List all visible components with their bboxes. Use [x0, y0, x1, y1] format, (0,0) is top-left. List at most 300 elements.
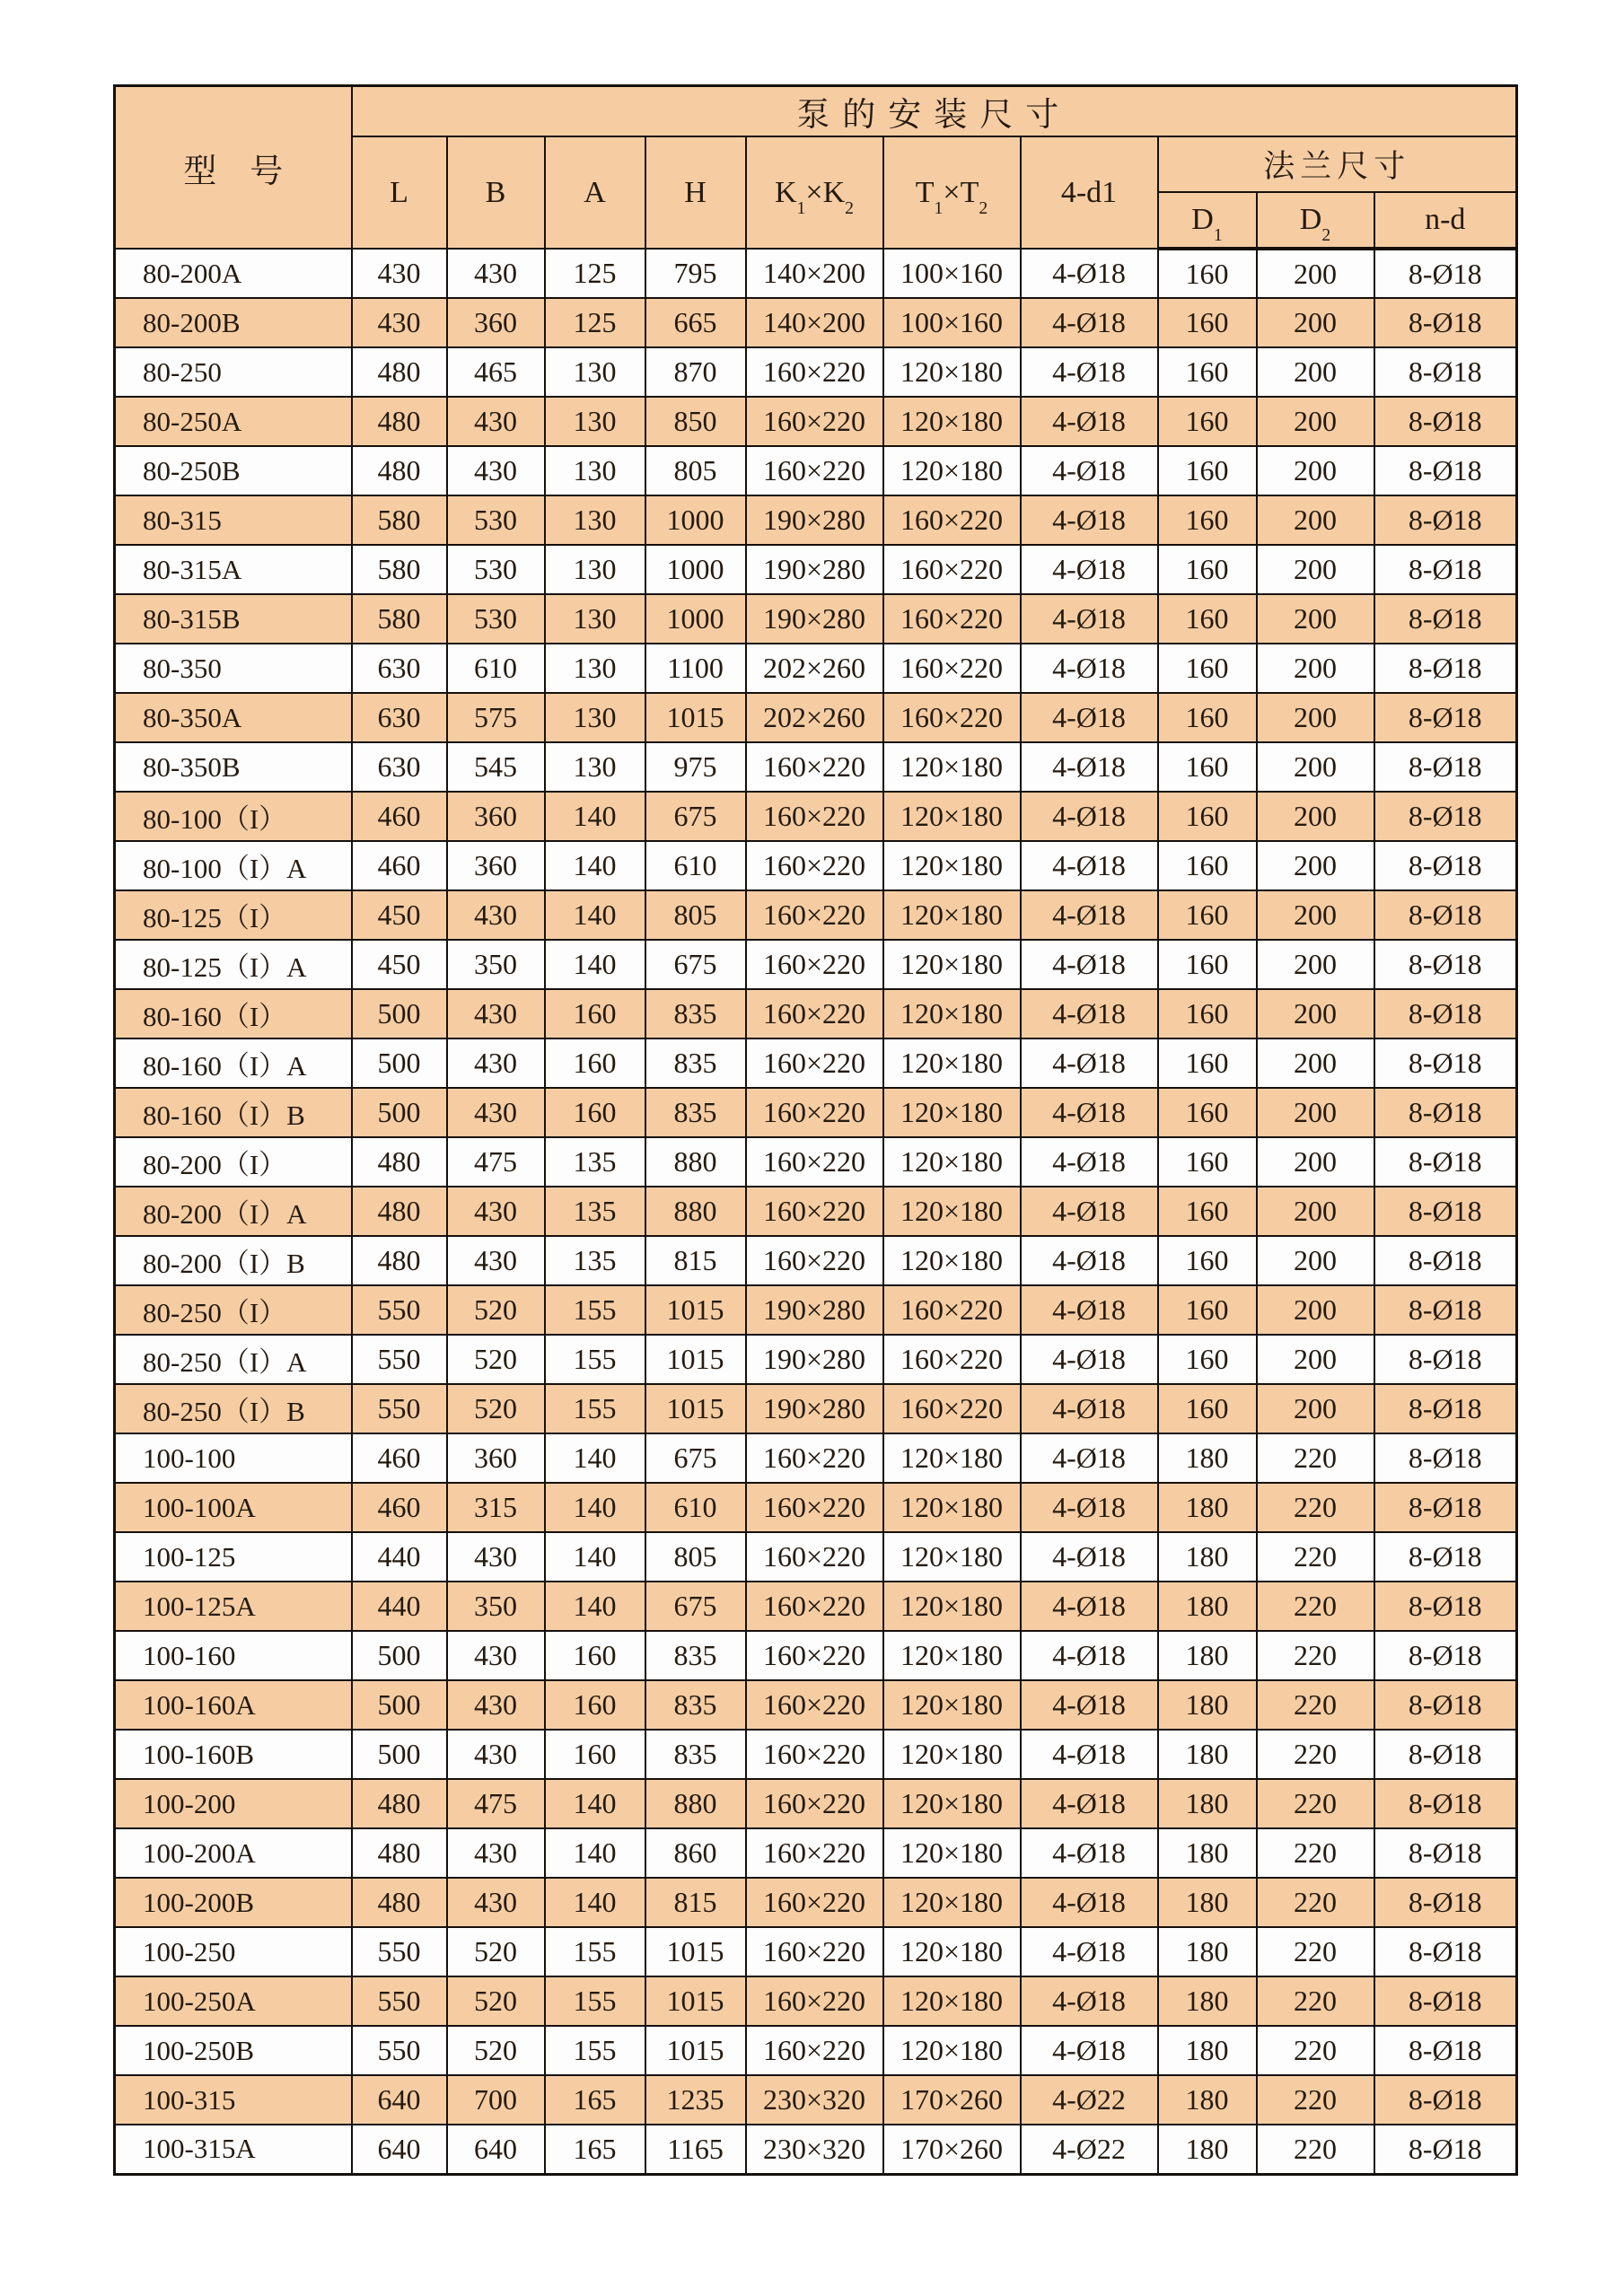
- col-header-L: L: [352, 136, 447, 249]
- nd-cell: 8-Ø18: [1374, 249, 1517, 298]
- D2-cell: 200: [1257, 693, 1374, 742]
- 4d1-cell: 4-Ø18: [1021, 2026, 1158, 2075]
- D2-cell: 200: [1257, 397, 1374, 446]
- K1xK2-cell: 160×220: [746, 1582, 883, 1631]
- H-cell: 1000: [645, 594, 746, 644]
- model-cell: 80-315: [115, 495, 352, 545]
- nd-cell: 8-Ø18: [1374, 1335, 1517, 1384]
- H-cell: 975: [645, 742, 746, 792]
- A-cell: 130: [545, 495, 645, 545]
- table-row: [115, 1532, 1517, 1582]
- T1xT2-cell: 170×260: [883, 2125, 1021, 2174]
- H-cell: 675: [645, 940, 746, 989]
- A-cell: 125: [545, 298, 645, 347]
- L-cell: 480: [352, 1878, 447, 1927]
- T1xT2-cell: 120×180: [883, 792, 1021, 841]
- K1xK2-cell: 160×220: [746, 347, 883, 397]
- B-cell: 360: [447, 298, 545, 347]
- nd-cell: 8-Ø18: [1374, 2075, 1517, 2125]
- D1-cell: 180: [1158, 2125, 1257, 2174]
- A-cell: 130: [545, 446, 645, 495]
- nd-cell: 8-Ø18: [1374, 1384, 1517, 1433]
- A-cell: 130: [545, 742, 645, 792]
- nd-cell: 8-Ø18: [1374, 1187, 1517, 1236]
- D1-cell: 160: [1158, 742, 1257, 792]
- A-cell: 155: [545, 2026, 645, 2075]
- K1xK2-cell: 160×220: [746, 1483, 883, 1532]
- L-cell: 460: [352, 1433, 447, 1483]
- table-row: [115, 1828, 1517, 1878]
- L-cell: 480: [352, 1779, 447, 1828]
- B-cell: 520: [447, 1976, 545, 2026]
- K1xK2-cell: 140×200: [746, 298, 883, 347]
- D2-cell: 220: [1257, 1631, 1374, 1680]
- col-header-D1: $D_1$: [1158, 192, 1257, 249]
- table-row: [115, 742, 1517, 792]
- D1-cell: 160: [1158, 1038, 1257, 1088]
- model-cell: 100-200B: [115, 1878, 352, 1927]
- L-cell: 630: [352, 693, 447, 742]
- B-cell: 520: [447, 2026, 545, 2075]
- D1-cell: 180: [1158, 1483, 1257, 1532]
- table-row: [115, 1483, 1517, 1532]
- H-cell: 610: [645, 1483, 746, 1532]
- 4d1-cell: 4-Ø18: [1021, 1088, 1158, 1137]
- table-row: [115, 989, 1517, 1038]
- L-cell: 500: [352, 989, 447, 1038]
- model-cell: 100-315: [115, 2075, 352, 2125]
- nd-cell: 8-Ø18: [1374, 1631, 1517, 1680]
- nd-cell: 8-Ø18: [1374, 1285, 1517, 1335]
- table-row: [115, 1730, 1517, 1779]
- nd-cell: 8-Ø18: [1374, 940, 1517, 989]
- model-cell: 80-350: [115, 644, 352, 693]
- T1xT2-cell: 120×180: [883, 446, 1021, 495]
- A-cell: 140: [545, 1779, 645, 1828]
- H-cell: 610: [645, 841, 746, 890]
- K1xK2-cell: 202×260: [746, 693, 883, 742]
- D1-cell: 160: [1158, 545, 1257, 594]
- nd-cell: 8-Ø18: [1374, 1483, 1517, 1532]
- model-cell: 80-200（I）A: [115, 1187, 352, 1236]
- D2-cell: 200: [1257, 298, 1374, 347]
- H-cell: 805: [645, 1532, 746, 1582]
- K1xK2-cell: 190×280: [746, 1285, 883, 1335]
- T1xT2-cell: 120×180: [883, 1187, 1021, 1236]
- D1-cell: 180: [1158, 1680, 1257, 1730]
- 4d1-cell: 4-Ø18: [1021, 890, 1158, 940]
- K1xK2-cell: 230×320: [746, 2075, 883, 2125]
- 4d1-cell: 4-Ø18: [1021, 1976, 1158, 2026]
- model-cell: 80-125（I）A: [115, 940, 352, 989]
- model-cell: 100-125: [115, 1532, 352, 1582]
- A-cell: 135: [545, 1137, 645, 1187]
- L-cell: 500: [352, 1631, 447, 1680]
- T1xT2-cell: 120×180: [883, 940, 1021, 989]
- T1xT2-cell: 120×180: [883, 1532, 1021, 1582]
- L-cell: 450: [352, 890, 447, 940]
- T1xT2-cell: 120×180: [883, 1433, 1021, 1483]
- B-cell: 430: [447, 1038, 545, 1088]
- 4d1-cell: 4-Ø18: [1021, 1236, 1158, 1285]
- model-cell: 80-160（I）A: [115, 1038, 352, 1088]
- col-header-4d1: 4-d1: [1021, 136, 1158, 249]
- H-cell: 675: [645, 792, 746, 841]
- H-cell: 665: [645, 298, 746, 347]
- table-row: [115, 1137, 1517, 1187]
- D1-cell: 180: [1158, 1730, 1257, 1779]
- L-cell: 640: [352, 2125, 447, 2174]
- L-cell: 500: [352, 1038, 447, 1088]
- col-header-A: A: [545, 136, 645, 249]
- model-cell: 80-350A: [115, 693, 352, 742]
- B-cell: 430: [447, 1730, 545, 1779]
- nd-cell: 8-Ø18: [1374, 2026, 1517, 2075]
- K1xK2-cell: 160×220: [746, 1433, 883, 1483]
- B-cell: 430: [447, 397, 545, 446]
- H-cell: 815: [645, 1236, 746, 1285]
- D1-cell: 160: [1158, 397, 1257, 446]
- L-cell: 480: [352, 1187, 447, 1236]
- table-row: [115, 2026, 1517, 2075]
- D2-cell: 220: [1257, 1532, 1374, 1582]
- K1xK2-cell: 160×220: [746, 2026, 883, 2075]
- K1xK2-cell: 230×320: [746, 2125, 883, 2174]
- D1-cell: 180: [1158, 1976, 1257, 2026]
- table-header: [115, 86, 1517, 250]
- A-cell: 130: [545, 545, 645, 594]
- table-row: [115, 792, 1517, 841]
- L-cell: 640: [352, 2075, 447, 2125]
- T1xT2-cell: 120×180: [883, 1976, 1021, 2026]
- D1-cell: 160: [1158, 841, 1257, 890]
- L-cell: 550: [352, 1384, 447, 1433]
- table-row: [115, 693, 1517, 742]
- 4d1-cell: 4-Ø18: [1021, 1730, 1158, 1779]
- model-cell: 80-250B: [115, 446, 352, 495]
- table-row: [115, 1088, 1517, 1137]
- K1xK2-cell: 160×220: [746, 1730, 883, 1779]
- A-cell: 155: [545, 1927, 645, 1976]
- nd-cell: 8-Ø18: [1374, 1532, 1517, 1582]
- B-cell: 430: [447, 1680, 545, 1730]
- T1xT2-cell: 120×180: [883, 989, 1021, 1038]
- B-cell: 430: [447, 1828, 545, 1878]
- D1-cell: 160: [1158, 989, 1257, 1038]
- 4d1-cell: 4-Ø22: [1021, 2125, 1158, 2174]
- L-cell: 430: [352, 249, 447, 298]
- D1-cell: 160: [1158, 347, 1257, 397]
- D1-cell: 180: [1158, 1532, 1257, 1582]
- T1xT2-cell: 120×180: [883, 2026, 1021, 2075]
- D1-cell: 160: [1158, 890, 1257, 940]
- 4d1-cell: 4-Ø18: [1021, 1532, 1158, 1582]
- nd-cell: 8-Ø18: [1374, 1038, 1517, 1088]
- D2-cell: 220: [1257, 1878, 1374, 1927]
- H-cell: 1015: [645, 1384, 746, 1433]
- A-cell: 155: [545, 1285, 645, 1335]
- table-row: [115, 1236, 1517, 1285]
- A-cell: 165: [545, 2075, 645, 2125]
- B-cell: 360: [447, 792, 545, 841]
- A-cell: 155: [545, 1976, 645, 2026]
- D2-cell: 220: [1257, 1680, 1374, 1730]
- 4d1-cell: 4-Ø18: [1021, 792, 1158, 841]
- L-cell: 580: [352, 545, 447, 594]
- model-cell: 80-250: [115, 347, 352, 397]
- nd-cell: 8-Ø18: [1374, 1878, 1517, 1927]
- L-cell: 580: [352, 594, 447, 644]
- H-cell: 1015: [645, 693, 746, 742]
- table-row: [115, 890, 1517, 940]
- 4d1-cell: 4-Ø18: [1021, 1384, 1158, 1433]
- B-cell: 430: [447, 1187, 545, 1236]
- 4d1-cell: 4-Ø18: [1021, 644, 1158, 693]
- nd-cell: 8-Ø18: [1374, 890, 1517, 940]
- T1xT2-cell: 160×220: [883, 1285, 1021, 1335]
- nd-cell: 8-Ø18: [1374, 347, 1517, 397]
- model-cell: 100-250B: [115, 2026, 352, 2075]
- H-cell: 835: [645, 1730, 746, 1779]
- model-cell: 80-250（I）: [115, 1285, 352, 1335]
- D2-cell: 200: [1257, 1236, 1374, 1285]
- 4d1-cell: 4-Ø18: [1021, 1878, 1158, 1927]
- K1xK2-cell: 160×220: [746, 841, 883, 890]
- nd-cell: 8-Ø18: [1374, 2125, 1517, 2174]
- 4d1-cell: 4-Ø22: [1021, 2075, 1158, 2125]
- table-row: [115, 249, 1517, 298]
- D2-cell: 200: [1257, 1137, 1374, 1187]
- K1xK2-cell: 190×280: [746, 1335, 883, 1384]
- H-cell: 795: [645, 249, 746, 298]
- K1xK2-cell: 160×220: [746, 1878, 883, 1927]
- H-cell: 880: [645, 1779, 746, 1828]
- H-cell: 1165: [645, 2125, 746, 2174]
- table-row: [115, 1187, 1517, 1236]
- H-cell: 815: [645, 1878, 746, 1927]
- A-cell: 140: [545, 841, 645, 890]
- D2-cell: 200: [1257, 644, 1374, 693]
- L-cell: 630: [352, 644, 447, 693]
- A-cell: 130: [545, 347, 645, 397]
- B-cell: 430: [447, 1631, 545, 1680]
- 4d1-cell: 4-Ø18: [1021, 841, 1158, 890]
- 4d1-cell: 4-Ø18: [1021, 693, 1158, 742]
- D1-cell: 180: [1158, 1927, 1257, 1976]
- nd-cell: 8-Ø18: [1374, 989, 1517, 1038]
- K1xK2-cell: 140×200: [746, 249, 883, 298]
- col-header-D2: $D_2$: [1257, 192, 1374, 249]
- D2-cell: 200: [1257, 545, 1374, 594]
- 4d1-cell: 4-Ø18: [1021, 397, 1158, 446]
- model-cell: 80-200A: [115, 249, 352, 298]
- L-cell: 580: [352, 495, 447, 545]
- model-cell: 80-315A: [115, 545, 352, 594]
- K1xK2-cell: 160×220: [746, 1088, 883, 1137]
- T1xT2-cell: 160×220: [883, 1335, 1021, 1384]
- H-cell: 1015: [645, 2026, 746, 2075]
- B-cell: 350: [447, 940, 545, 989]
- model-cell: 80-200（I）B: [115, 1236, 352, 1285]
- H-cell: 1000: [645, 495, 746, 545]
- B-cell: 430: [447, 249, 545, 298]
- model-cell: 100-160: [115, 1631, 352, 1680]
- 4d1-cell: 4-Ø18: [1021, 1335, 1158, 1384]
- D2-cell: 220: [1257, 1779, 1374, 1828]
- T1xT2-cell: 160×220: [883, 1384, 1021, 1433]
- model-cell: 100-315A: [115, 2125, 352, 2174]
- B-cell: 465: [447, 347, 545, 397]
- table-row: [115, 397, 1517, 446]
- H-cell: 835: [645, 1680, 746, 1730]
- T1xT2-cell: 120×180: [883, 1927, 1021, 1976]
- A-cell: 160: [545, 1730, 645, 1779]
- T1xT2-cell: 120×180: [883, 841, 1021, 890]
- A-cell: 155: [545, 1384, 645, 1433]
- D1-cell: 180: [1158, 1582, 1257, 1631]
- D2-cell: 220: [1257, 1976, 1374, 2026]
- A-cell: 165: [545, 2125, 645, 2174]
- model-cell: 100-160A: [115, 1680, 352, 1730]
- 4d1-cell: 4-Ø18: [1021, 1779, 1158, 1828]
- K1xK2-cell: 160×220: [746, 792, 883, 841]
- 4d1-cell: 4-Ø18: [1021, 1631, 1158, 1680]
- install-dimensions-header: 泵的安装尺寸: [352, 86, 1517, 137]
- table-row: [115, 2125, 1517, 2174]
- 4d1-cell: 4-Ø18: [1021, 249, 1158, 298]
- nd-cell: 8-Ø18: [1374, 841, 1517, 890]
- D1-cell: 160: [1158, 1285, 1257, 1335]
- B-cell: 430: [447, 1878, 545, 1927]
- model-cell: 100-160B: [115, 1730, 352, 1779]
- K1xK2-cell: 190×280: [746, 495, 883, 545]
- A-cell: 160: [545, 1088, 645, 1137]
- table-row: [115, 495, 1517, 545]
- B-cell: 520: [447, 1335, 545, 1384]
- H-cell: 1015: [645, 1285, 746, 1335]
- B-cell: 545: [447, 742, 545, 792]
- T1xT2-cell: 120×180: [883, 1483, 1021, 1532]
- D2-cell: 200: [1257, 792, 1374, 841]
- 4d1-cell: 4-Ø18: [1021, 1828, 1158, 1878]
- T1xT2-cell: 120×180: [883, 1236, 1021, 1285]
- T1xT2-cell: 120×180: [883, 890, 1021, 940]
- D2-cell: 200: [1257, 1384, 1374, 1433]
- D2-cell: 220: [1257, 2075, 1374, 2125]
- B-cell: 430: [447, 890, 545, 940]
- flange-dimensions-header: 法兰尺寸: [1158, 136, 1517, 192]
- H-cell: 805: [645, 446, 746, 495]
- L-cell: 480: [352, 1236, 447, 1285]
- nd-cell: 8-Ø18: [1374, 545, 1517, 594]
- 4d1-cell: 4-Ø18: [1021, 1680, 1158, 1730]
- model-cell: 80-200B: [115, 298, 352, 347]
- 4d1-cell: 4-Ø18: [1021, 594, 1158, 644]
- K1xK2-cell: 160×220: [746, 1976, 883, 2026]
- D2-cell: 220: [1257, 1927, 1374, 1976]
- A-cell: 130: [545, 397, 645, 446]
- K1xK2-cell: 160×220: [746, 1828, 883, 1878]
- K1xK2-cell: 202×260: [746, 644, 883, 693]
- H-cell: 1100: [645, 644, 746, 693]
- T1xT2-cell: 120×180: [883, 1137, 1021, 1187]
- pump-dimensions-table: [113, 84, 1518, 2176]
- nd-cell: 8-Ø18: [1374, 644, 1517, 693]
- T1xT2-cell: 120×180: [883, 1582, 1021, 1631]
- nd-cell: 8-Ø18: [1374, 1828, 1517, 1878]
- table-row: [115, 841, 1517, 890]
- L-cell: 550: [352, 2026, 447, 2075]
- K1xK2-cell: 190×280: [746, 545, 883, 594]
- model-cell: 100-250: [115, 1927, 352, 1976]
- D2-cell: 200: [1257, 989, 1374, 1038]
- B-cell: 700: [447, 2075, 545, 2125]
- A-cell: 160: [545, 1631, 645, 1680]
- table-row: [115, 1631, 1517, 1680]
- D2-cell: 200: [1257, 1088, 1374, 1137]
- model-cell: 80-125（I）: [115, 890, 352, 940]
- B-cell: 475: [447, 1137, 545, 1187]
- model-cell: 100-100A: [115, 1483, 352, 1532]
- B-cell: 430: [447, 1088, 545, 1137]
- H-cell: 850: [645, 397, 746, 446]
- H-cell: 1000: [645, 545, 746, 594]
- nd-cell: 8-Ø18: [1374, 1976, 1517, 2026]
- D1-cell: 160: [1158, 1187, 1257, 1236]
- model-column-header: 型 号: [115, 86, 352, 250]
- model-cell: 80-250（I）A: [115, 1335, 352, 1384]
- table-row: [115, 594, 1517, 644]
- nd-cell: 8-Ø18: [1374, 1236, 1517, 1285]
- nd-cell: 8-Ø18: [1374, 693, 1517, 742]
- B-cell: 530: [447, 594, 545, 644]
- model-cell: 100-250A: [115, 1976, 352, 2026]
- A-cell: 130: [545, 594, 645, 644]
- T1xT2-cell: 120×180: [883, 1088, 1021, 1137]
- T1xT2-cell: 120×180: [883, 1828, 1021, 1878]
- L-cell: 430: [352, 298, 447, 347]
- K1xK2-cell: 160×220: [746, 1927, 883, 1976]
- T1xT2-cell: 120×180: [883, 1680, 1021, 1730]
- L-cell: 440: [352, 1532, 447, 1582]
- L-cell: 460: [352, 1483, 447, 1532]
- H-cell: 835: [645, 1038, 746, 1088]
- D2-cell: 220: [1257, 2026, 1374, 2075]
- D1-cell: 160: [1158, 495, 1257, 545]
- A-cell: 140: [545, 1532, 645, 1582]
- K1xK2-cell: 160×220: [746, 446, 883, 495]
- K1xK2-cell: 160×220: [746, 1236, 883, 1285]
- H-cell: 835: [645, 989, 746, 1038]
- col-header-T1xT2: $T_1\times T_2$: [883, 136, 1021, 249]
- T1xT2-cell: 120×180: [883, 1878, 1021, 1927]
- 4d1-cell: 4-Ø18: [1021, 347, 1158, 397]
- L-cell: 550: [352, 1285, 447, 1335]
- 4d1-cell: 4-Ø18: [1021, 1137, 1158, 1187]
- H-cell: 805: [645, 890, 746, 940]
- L-cell: 460: [352, 841, 447, 890]
- table-row: [115, 298, 1517, 347]
- K1xK2-cell: 160×220: [746, 1187, 883, 1236]
- T1xT2-cell: 160×220: [883, 644, 1021, 693]
- D2-cell: 200: [1257, 742, 1374, 792]
- nd-cell: 8-Ø18: [1374, 397, 1517, 446]
- H-cell: 860: [645, 1828, 746, 1878]
- table-body: [115, 249, 1517, 2174]
- D2-cell: 200: [1257, 347, 1374, 397]
- col-header-B: B: [447, 136, 545, 249]
- T1xT2-cell: 120×180: [883, 347, 1021, 397]
